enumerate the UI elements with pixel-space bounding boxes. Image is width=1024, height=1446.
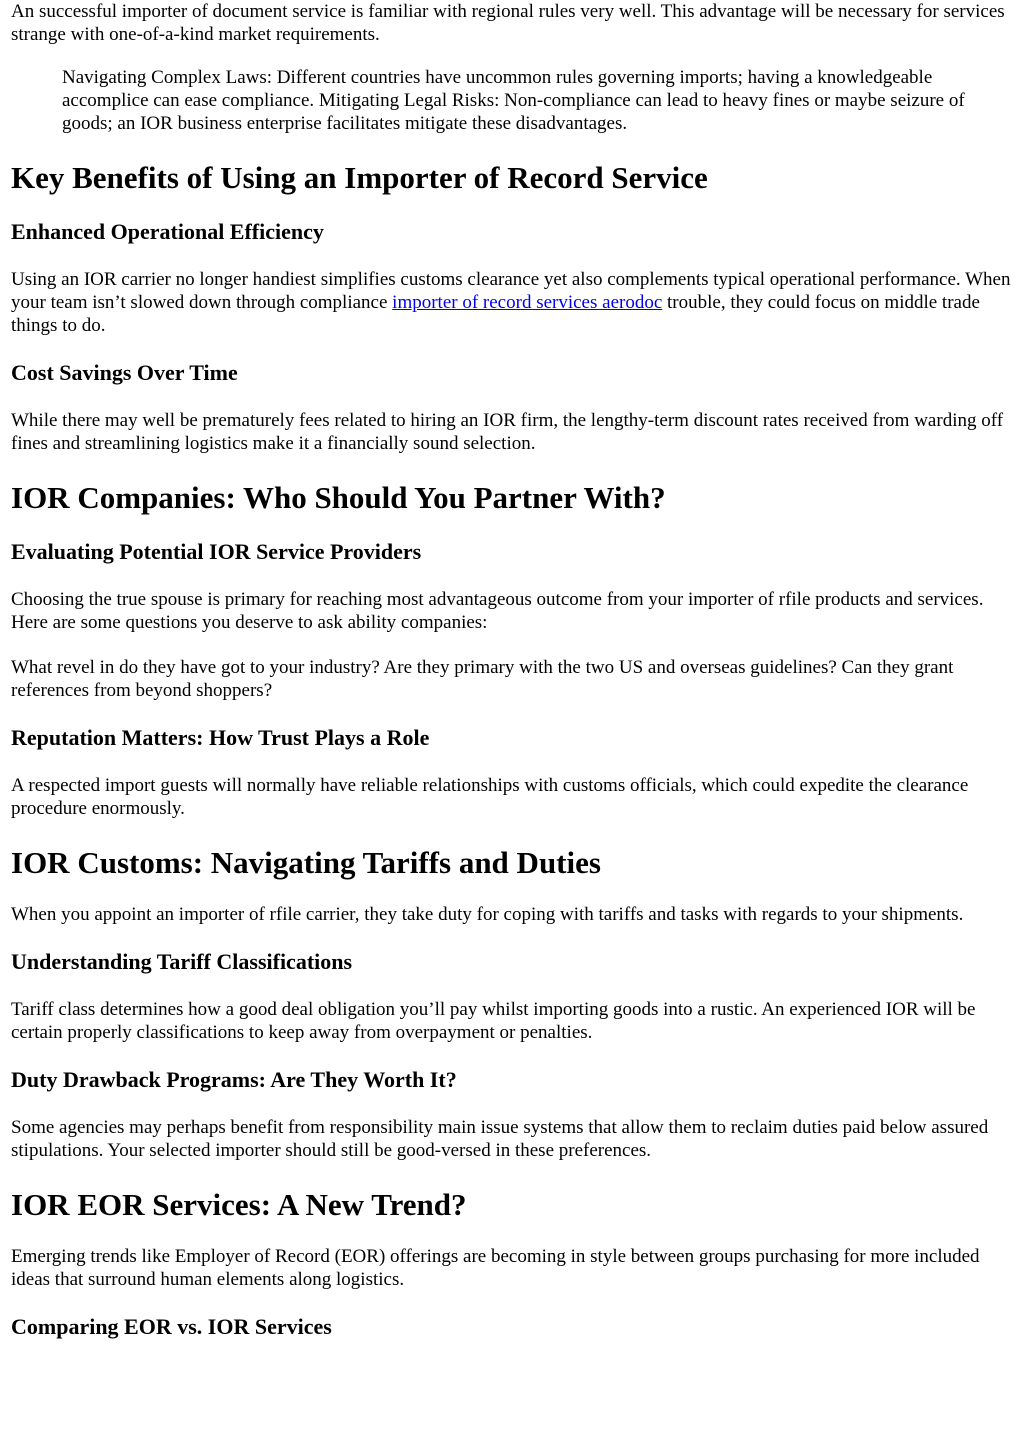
section-heading-ior-companies: IOR Companies: Who Should You Partner With? (11, 480, 666, 515)
intro-paragraph: An successful importer of document service is familiar with regional rules very well. This advantage will be necessary for services strange with one-of-a-kind market requirements. (11, 1, 1005, 45)
section-heading-key-benefits: Key Benefits of Using an Importer of Record Service (11, 160, 708, 195)
importer-of-record-link[interactable]: importer of record services aerodoc (392, 292, 663, 313)
paragraph-customs-intro: When you appoint an importer of rfile carrier, they take duty for coping with tariffs and tasks with regards to your shipments. (11, 904, 964, 925)
paragraph-duty-drawback: Some agencies may perhaps benefit from responsibility main issue systems that allow them to reclaim duties paid below assured stipulations. Your selected importer should still be good-versed in these preferences. (11, 1117, 989, 1161)
paragraph-eor-intro: Emerging trends like Employer of Record (EOR) offerings are becoming in style between groups purchasing for more included ideas that surround human elements along logistics. (11, 1246, 980, 1290)
subheading-duty-drawback: Duty Drawback Programs: Are They Worth It? (11, 1067, 457, 1092)
subheading-comparing-eor-ior: Comparing EOR vs. IOR Services (11, 1314, 332, 1339)
subheading-cost-savings: Cost Savings Over Time (11, 360, 238, 385)
subheading-operational-efficiency: Enhanced Operational Efficiency (11, 219, 324, 244)
subheading-evaluating-providers: Evaluating Potential IOR Service Providers (11, 539, 422, 564)
paragraph-tariff-classifications: Tariff class determines how a good deal obligation you’ll pay whilst importing goods into a rustic. An experienced IOR will be certain properly classifications to keep away from overpayment or penalties. (11, 999, 976, 1043)
section-heading-ior-eor: IOR EOR Services: A New Trend? (11, 1187, 467, 1222)
text-before-link: Using an IOR carrier no longer handiest simplifies customs clearance yet also complements typical operational performance. When your team isn’t slowed down through compliance (11, 269, 1011, 313)
paragraph-operational-efficiency (11, 268, 1013, 337)
subheading-reputation: Reputation Matters: How Trust Plays a Role (11, 725, 430, 750)
blockquote: Navigating Complex Laws: Different countries have uncommon rules governing imports; having a knowledgeable accomplice can ease compliance. Mitigating Legal Risks: Non-compliance can lead to heavy fines or maybe seizure of goods; an IOR business enterprise facilitates mitigate these disadvantages. (62, 67, 965, 134)
paragraph-cost-savings: While there may well be prematurely fees related to hiring an IOR firm, the lengthy-term discount rates received from warding off fines and streamlining logistics make it a financially sound selection. (11, 410, 1004, 454)
section-heading-ior-customs: IOR Customs: Navigating Tariffs and Duties (11, 845, 601, 880)
paragraph-choosing-partner: Choosing the true spouse is primary for reaching most advantageous outcome from your importer of rfile products and services. Here are some questions you deserve to ask ability companies: (11, 589, 984, 633)
subheading-tariff-classifications: Understanding Tariff Classifications (11, 949, 353, 974)
paragraph-questions: What revel in do they have got to your industry? Are they primary with the two US and overseas guidelines? Can they grant references from beyond shoppers? (11, 657, 954, 701)
paragraph-reputation: A respected import guests will normally have reliable relationships with customs officials, which could expedite the clearance procedure enormously. (11, 775, 969, 819)
text-after-link: trouble, they could focus on middle trade things to do. (11, 292, 980, 336)
